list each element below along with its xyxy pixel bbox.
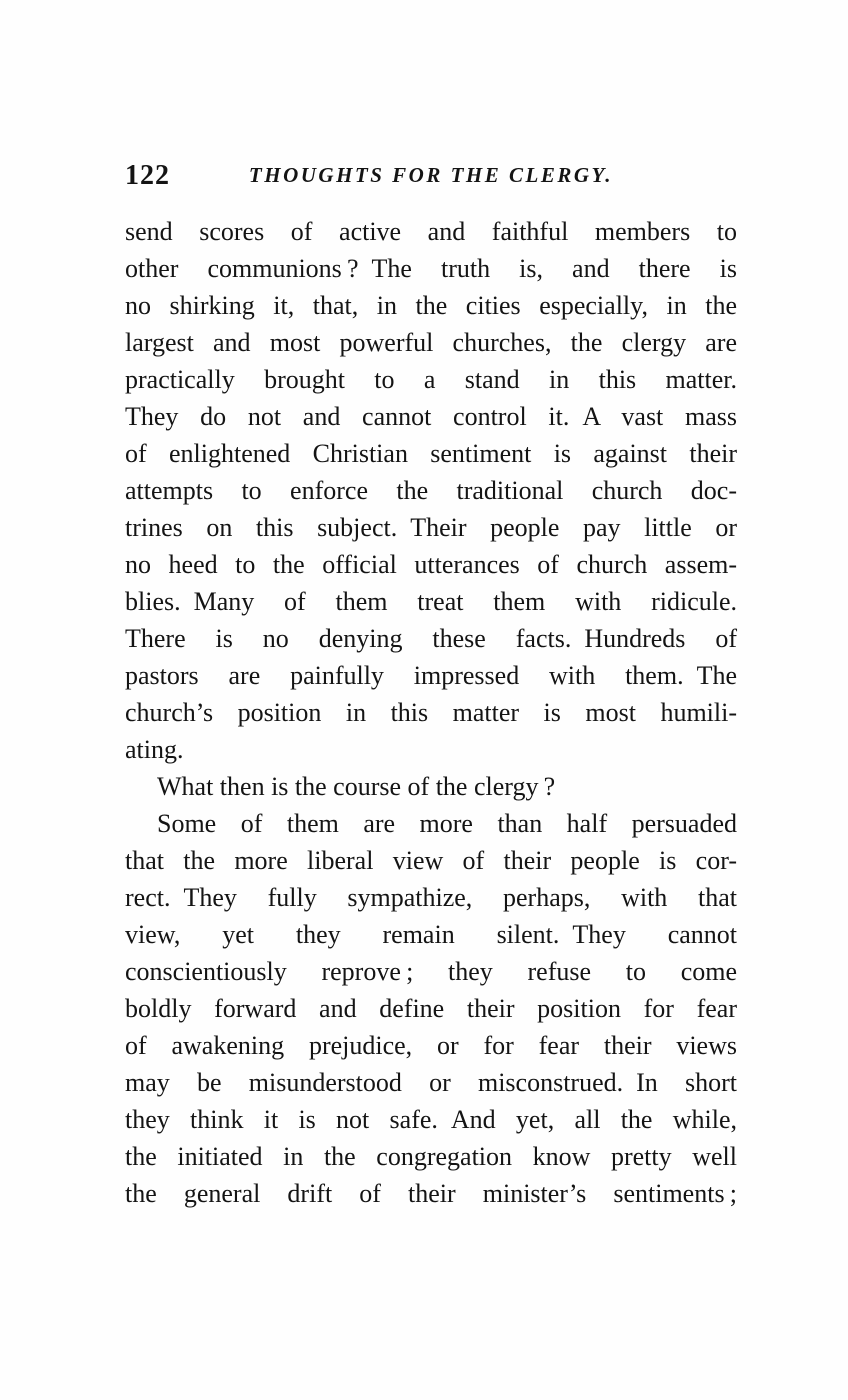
text-line: attempts to enforce the traditional church doc- (125, 476, 737, 505)
text-line: What then is the course of the clergy ? (157, 772, 556, 801)
text-line: other communions ? The truth is, and there is (125, 254, 737, 283)
text-line: trines on this subject. Their people pay little or (125, 513, 737, 542)
text-line: practically brought to a stand in this matter. (125, 365, 737, 394)
text-line: rect. They fully sympathize, perhaps, with that (125, 883, 737, 912)
text-line: church’s position in this matter is most humili- (125, 698, 737, 727)
text-line: no shirking it, that, in the cities especially, in the (125, 291, 737, 320)
text-line: the general drift of their minister’s sentiments ; (125, 1179, 737, 1208)
text-line: They do not and cannot control it. A vast mass (125, 402, 737, 431)
text-line: the initiated in the congregation know pretty well (125, 1142, 737, 1171)
text-line: they think it is not safe. And yet, all the while, (125, 1105, 737, 1134)
running-title: THOUGHTS FOR THE CLERGY. (248, 163, 614, 187)
text-line: send scores of active and faithful members to (125, 217, 737, 246)
text-line: blies. Many of them treat them with ridicule. (125, 587, 737, 616)
text-block (125, 213, 737, 1212)
text-line: view, yet they remain silent. They cannot (125, 920, 737, 949)
text-line: no heed to the official utterances of church assem- (125, 550, 737, 579)
text-line: may be misunderstood or misconstrued. In short (125, 1068, 737, 1097)
text-line: of enlightened Christian sentiment is against their (125, 439, 737, 468)
text-line: of awakening prejudice, or for fear their views (125, 1031, 737, 1060)
text-line: that the more liberal view of their people is cor- (125, 846, 737, 875)
text-line: There is no denying these facts. Hundreds of (125, 624, 737, 653)
page-number: 122 (125, 160, 170, 191)
text-line: conscientiously reprove ; they refuse to come (125, 957, 737, 986)
page-header (125, 160, 737, 200)
text-line: boldly forward and define their position for fear (125, 994, 737, 1023)
text-line: largest and most powerful churches, the clergy are (125, 328, 737, 357)
text-line: Some of them are more than half persuaded (157, 809, 737, 838)
text-line: pastors are painfully impressed with them. The (125, 661, 737, 690)
text-line: ating. (125, 735, 184, 764)
